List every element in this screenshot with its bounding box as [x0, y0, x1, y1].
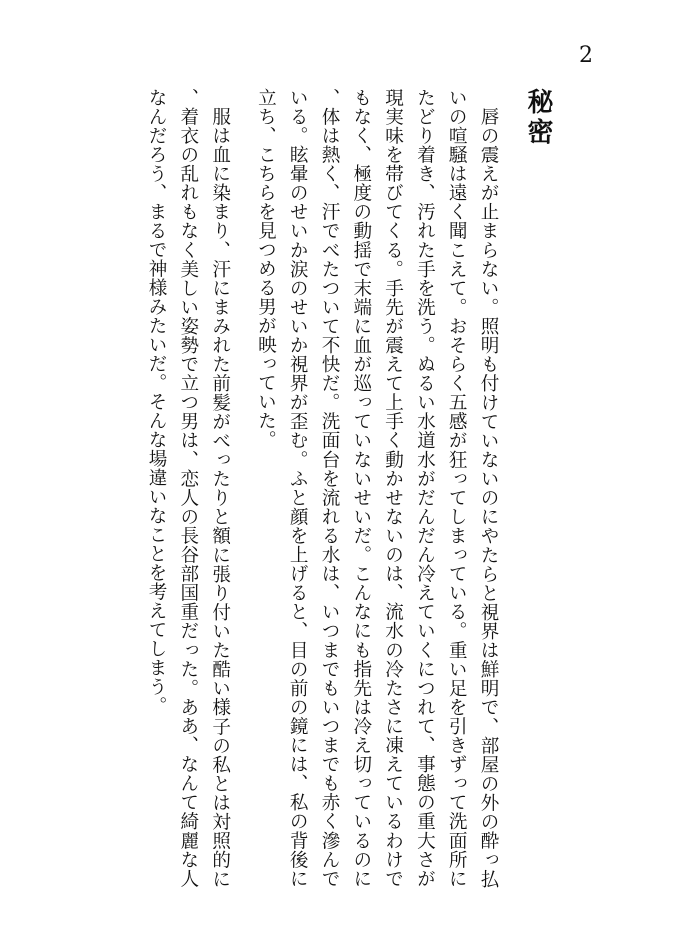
paragraph-gap: [236, 88, 250, 888]
page-title: 秘密: [523, 88, 553, 148]
paragraph-2: 服は血に染まり、汗にまみれた前髪がべったりと額に張り付いた酷い様子の私とは対照的に、着衣の乱れもなく美しい姿勢で立つ男は、恋人の長谷部国重だった。ああ、なんて綺麗な人なんだろう、まるで神様みたいだ。そんな場違いなことを考えてしまう。: [146, 88, 231, 888]
document-body: [140, 88, 560, 888]
page-number: 2: [579, 43, 593, 68]
paragraph-1: 唇の震えが止まらない。照明も付けていないのにやたらと視界は鮮明で、部屋の外の酔っ払いの喧騒は遠く聞こえて。おそらく五感が狂ってしまっている。重い足を引きずって洗面所にたどり着き、汚れた手を洗う。ぬるい水道水がだんだん冷えていくにつれて、事態の重大さが現実味を帯びてくる。手先が震えて上手く動かせないのは、流水の冷たさに凍えているわけでもなく、極度の動揺で末端に血が巡っていないせいだ。こんなにも指先は冷え切っているのに、体は熱く、汗でべたついて不快だ。洗面台を流れる水は、いつまでもいつまでも赤く滲んでいる。眩暈のせいか涙のせいか視界が歪む。ふと顔を上げると、目の前の鏡には、私の背後に立ち、こちらを見つめる男が映っていた。: [255, 88, 499, 888]
